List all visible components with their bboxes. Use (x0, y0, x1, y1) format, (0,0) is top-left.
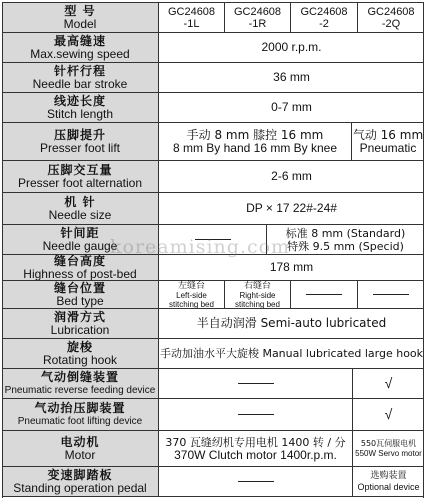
model-label (2, 3, 159, 32)
needle-bar-value: 36 mm (273, 70, 310, 84)
hook-value: 手动加油水平大旋梭 Manual lubricated large hook (159, 347, 424, 360)
bed-type-label-zh: 缝台位置 (53, 280, 106, 295)
motor-label (2, 431, 159, 466)
model-cell-2 (291, 3, 358, 32)
lift-pneumatic-en: Pneumatic (359, 140, 417, 155)
speed-label-zh: 最高缝速 (53, 33, 106, 48)
pedal-optional-zh: 选购装置 (370, 470, 407, 481)
hook-label (2, 339, 159, 368)
lubrication-label (2, 309, 159, 338)
bed-left-cell (159, 281, 225, 308)
model-2-name: GC24608 (300, 5, 348, 18)
bed-2-cell (291, 281, 358, 308)
motor-clutch-en: 370W Clutch motor 1400r.p.m. (174, 447, 337, 462)
model-1l-suffix: -1L (183, 17, 200, 30)
model-2q-suffix: -2Q (381, 17, 401, 30)
lift-manual-knee (159, 123, 352, 160)
gauge-standard: 标准 8 mm (Standard) (285, 226, 406, 240)
lift-pneumatic (352, 123, 424, 160)
bed-type-row (2, 280, 424, 308)
motor-servo (353, 431, 424, 466)
reverse-row (2, 368, 424, 398)
stitch-label (2, 93, 159, 122)
model-cell-1l (159, 3, 225, 32)
alternation-label-en: Presser foot alternation (17, 175, 143, 190)
needle-size-label (2, 193, 159, 224)
lift-label-zh: 压脚提升 (53, 127, 106, 142)
motor-clutch (159, 431, 353, 466)
needle-bar-label-zh: 针杆行程 (53, 63, 106, 78)
motor-clutch-zh: 370 瓦缝纫机专用电机 1400 转 / 分 (165, 435, 346, 449)
reverse-label-en: Pneumatic reverse feeding device (4, 384, 156, 396)
post-bed-value: 178 mm (269, 260, 314, 274)
bed-2q-dash (373, 294, 409, 295)
bed-2-dash (306, 294, 342, 295)
model-label-en: Model (63, 16, 97, 31)
post-bed-label-en: Highness of post-bed (23, 266, 137, 281)
hook-row (2, 338, 424, 368)
gauge-label-zh: 针间距 (60, 225, 100, 240)
motor-row (2, 430, 424, 466)
watermark: koreamising.com (110, 236, 291, 258)
lubrication-label-en: Lubrication (50, 322, 110, 337)
pedal-label-zh: 变速脚踏板 (47, 467, 113, 482)
bed-right-cell (225, 281, 291, 308)
motor-servo-en: 550W Servo motor (355, 449, 422, 458)
foot-lifting-label (2, 399, 159, 430)
model-2q-name: GC24608 (367, 5, 415, 18)
foot-lifting-label-zh: 气动抬压脚装置 (34, 400, 126, 415)
motor-label-zh: 电动机 (60, 434, 100, 449)
gauge-values (267, 225, 424, 254)
model-2-suffix: -2 (319, 17, 329, 30)
foot-lifting-check: √ (384, 406, 393, 422)
lubrication-row (2, 308, 424, 338)
bed-left-en1: Left-side (176, 290, 207, 300)
stitch-row (2, 92, 424, 122)
pedal-dash (238, 481, 274, 482)
spec-table (2, 2, 424, 498)
model-cell-2q (358, 3, 424, 32)
model-cell-1r (225, 3, 291, 32)
lubrication-label-zh: 润滑方式 (53, 309, 106, 324)
bed-right-en1: Right-side (239, 290, 276, 300)
reverse-dash (238, 383, 274, 384)
bed-right-en2: stitching bed (235, 299, 280, 309)
reverse-label (2, 369, 159, 398)
alternation-label-zh: 压脚交互量 (47, 162, 113, 177)
bed-left-zh: 左缝台 (177, 280, 205, 291)
alternation-row (2, 160, 424, 192)
model-1r-suffix: -1R (248, 17, 267, 30)
pedal-optional-en: Optional device (357, 481, 420, 492)
lift-label (2, 123, 159, 160)
lift-pneumatic-zh: 气动 16 mm (352, 127, 424, 142)
bed-2q-cell (358, 281, 424, 308)
gauge-label-en: Needle gauge (42, 238, 118, 253)
foot-lifting-empty (159, 399, 353, 430)
speed-label (2, 33, 159, 62)
speed-label-en: Max.sewing speed (30, 46, 130, 61)
stitch-label-en: Stitch length (46, 106, 114, 121)
speed-row (2, 32, 424, 62)
hook-label-en: Rotating hook (42, 352, 118, 367)
needle-size-label-en: Needle size (48, 207, 112, 222)
speed-value: 2000 r.p.m. (261, 40, 322, 54)
gauge-dash (195, 239, 231, 240)
lift-manual-en: 8 mm By hand 16 mm By knee (172, 140, 338, 155)
lift-manual-zh: 手动 8 mm 膝控 16 mm (186, 127, 324, 142)
gauge-row (2, 224, 424, 254)
model-1l-name: GC24608 (167, 5, 216, 18)
needle-bar-row (2, 62, 424, 92)
stitch-value: 0-7 mm (271, 100, 312, 114)
needle-size-row (2, 192, 424, 224)
bed-type-label (2, 281, 159, 308)
motor-label-en: Motor (64, 447, 96, 462)
bed-left-en2: stitching bed (169, 299, 214, 309)
lift-label-en: Presser foot lift (39, 140, 121, 155)
needle-bar-label (2, 63, 159, 92)
motor-servo-zh: 550瓦伺服电机 (360, 439, 417, 448)
foot-lifting-dash (238, 414, 274, 415)
needle-size-value: DP × 17 22#-24# (246, 201, 337, 215)
bed-type-label-en: Bed type (56, 293, 104, 308)
pedal-label (2, 467, 159, 496)
gauge-empty-cell (159, 225, 267, 254)
alternation-label (2, 161, 159, 192)
model-1r-name: GC24608 (233, 5, 282, 18)
foot-lifting-row (2, 398, 424, 430)
alternation-value: 2-6 mm (271, 169, 312, 183)
stitch-label-zh: 线迹长度 (53, 93, 106, 108)
gauge-special: 特殊 9.5 mm (Specid) (287, 239, 404, 253)
lift-row (2, 122, 424, 160)
pedal-optional (353, 467, 424, 496)
gauge-label (2, 225, 159, 254)
bed-right-zh: 右缝台 (243, 280, 271, 291)
pedal-empty (159, 467, 353, 496)
needle-size-label-zh: 机 针 (64, 194, 96, 209)
post-bed-label (2, 255, 159, 280)
model-row (2, 2, 424, 32)
post-bed-label-zh: 缝台高度 (53, 253, 106, 268)
pedal-label-en: Standing operation pedal (13, 480, 147, 495)
needle-bar-label-en: Needle bar stroke (32, 76, 128, 91)
reverse-check: √ (384, 375, 393, 391)
post-bed-row (2, 254, 424, 280)
lubrication-value: 半自动润滑 Semi-auto lubricated (196, 316, 387, 330)
reverse-empty (159, 369, 353, 398)
model-label-zh: 型 号 (64, 3, 96, 18)
foot-lifting-label-en: Pneumatic foot lifting device (17, 415, 143, 427)
hook-label-zh: 旋梭 (66, 339, 93, 354)
reverse-label-zh: 气动倒缝装置 (40, 369, 119, 384)
pedal-row (2, 466, 424, 497)
